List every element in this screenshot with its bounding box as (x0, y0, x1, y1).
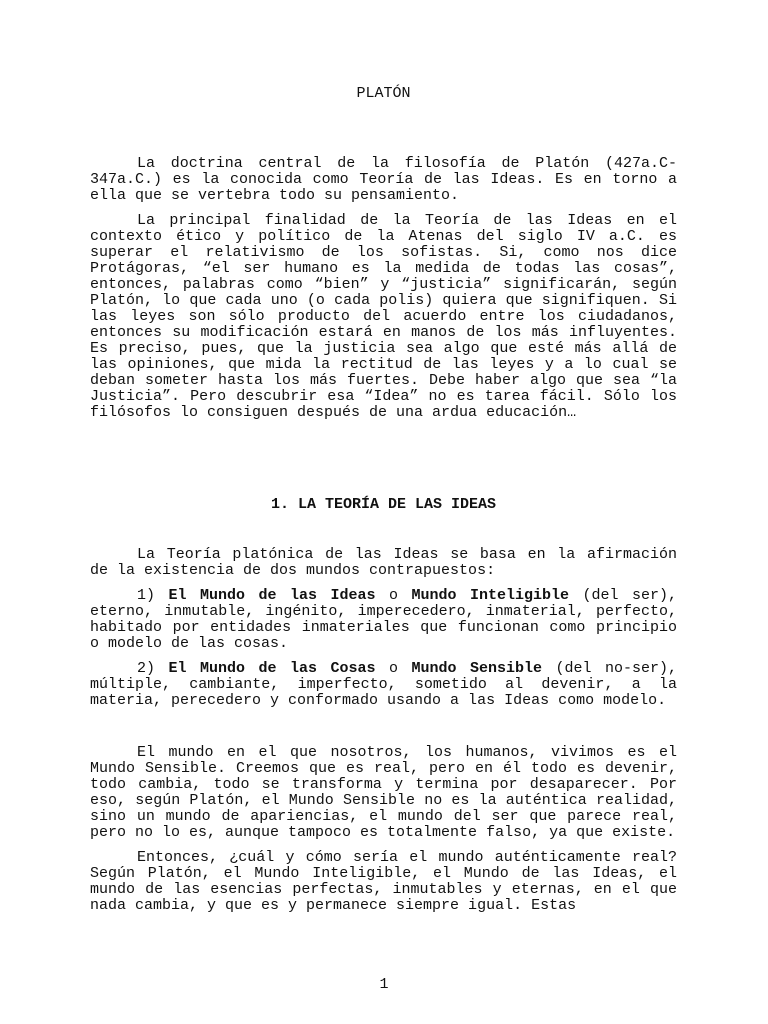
intro-paragraph-2: La principal finalidad de la Teoría de las Ideas en el contexto ético y político de la Atenas del siglo IV a.C. es superar el relativismo de los sofistas. Si, como nos dice Protágoras, “el ser humano es la medida de todas las cosas”, entonces, palabras como “bien” y “justicia” significarán, según Platón, lo que cada uno (o cada polis) quiera que signifiquen. Si las leyes son sólo producto del acuerdo entre los ciudadanos, entonces su modificación estará en manos de los más influyentes. Es preciso, pues, que la justicia sea algo que esté más allá de las opiniones, que mida la rectitud de las leyes y a lo cual se deban someter hasta los más fuertes. Debe haber algo que sea “la Justicia”. Pero descubrir esa “Idea” no es tarea fácil. Sólo los filósofos lo consiguen después de una ardua educación… (90, 212, 677, 421)
list-item-mundo-ideas (90, 588, 677, 652)
page-number: 1 (379, 976, 389, 993)
section-intro-paragraph: La Teoría platónica de las Ideas se basa en la afirmación de la existencia de dos mundos contrapuestos: (90, 546, 677, 579)
list-item-mundo-cosas (90, 661, 677, 709)
list-item-description: (del no-ser), múltiple, cambiante, imperfecto, sometido al devenir, a la materia, perecedero y conformado usando a las Ideas como modelo. (90, 660, 677, 709)
document-page (90, 86, 677, 923)
list-item-number: 2) (137, 660, 156, 677)
term-mundo-ideas: El Mundo de las Ideas (168, 587, 376, 604)
list-item-description: (del ser), eterno, inmutable, ingénito, imperecedero, inmaterial, perfecto, habitado por entidades inmateriales que funcionan como principio o modelo de las cosas. (90, 587, 677, 652)
intro-paragraph-1: La doctrina central de la filosofía de Platón (427a.C-347a.C.) es la conocida como Teoría de las Ideas. Es en torno a ella que se vertebra todo su pensamiento. (90, 155, 677, 204)
document-title: PLATÓN (356, 85, 411, 102)
section-heading: 1. LA TEORÍA DE LAS IDEAS (270, 496, 497, 513)
connector-text: o (388, 660, 398, 677)
term-mundo-cosas: El Mundo de las Cosas (168, 660, 376, 677)
term-mundo-inteligible: Mundo Inteligible (411, 587, 569, 604)
term-mundo-sensible: Mundo Sensible (411, 660, 542, 677)
body-paragraph-mundo-real: Entonces, ¿cuál y cómo sería el mundo auténticamente real? Según Platón, el Mundo Inteligible, el Mundo de las Ideas, el mundo de las esencias perfectas, inmutables y eternas, en el que nada cambia, y que es y permanece siempre igual. Estas (90, 849, 677, 914)
body-paragraph-mundo-sensible: El mundo en el que nosotros, los humanos, vivimos es el Mundo Sensible. Creemos que es real, pero en él todo es devenir, todo cambia, todo se transforma y termina por desaparecer. Por eso, según Platón, el Mundo Sensible no es la auténtica realidad, sino un mundo de apariencias, el mundo del ser que parece real, pero no lo es, aunque tampoco es totalmente falso, ya que existe. (90, 744, 677, 841)
connector-text: o (388, 587, 398, 604)
list-item-number: 1) (137, 587, 156, 604)
